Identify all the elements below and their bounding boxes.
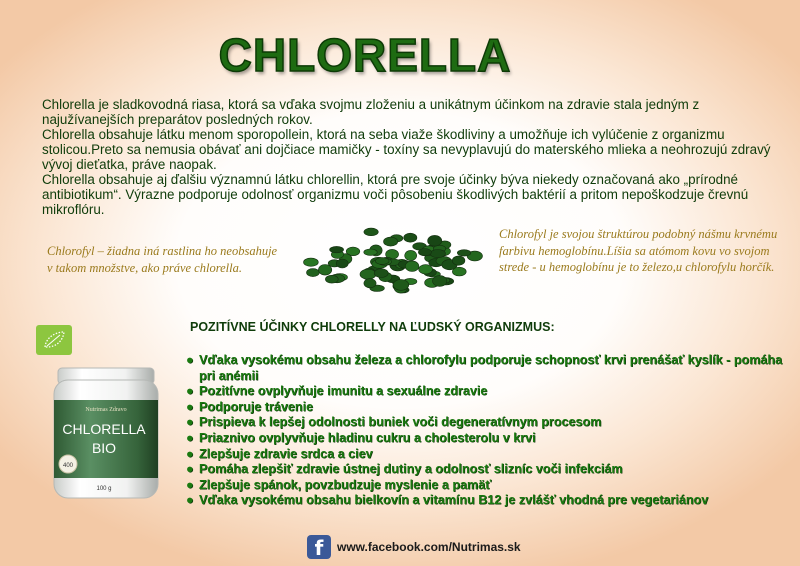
list-item: ● Zlepšuje spánok, povzbudzuje myslenie a pamäť	[186, 477, 492, 492]
intro-text	[42, 97, 772, 217]
tablet	[405, 250, 417, 260]
tablet	[452, 256, 465, 265]
list-item: ● Podporuje trávenie	[186, 399, 314, 414]
intro-paragraph-2: Chlorella obsahuje látku menom sporopollein, ktorá na seba viaže škodliviny a umožňuje ich vylúčenie z organizmu stolicou.Preto sa nemusia obávať ani dojčiace mamičky - toxíny sa nevyplavujú do materského mlieka a neohrozujú zdravý vývoj dieťatka, práve naopak.	[42, 127, 771, 172]
list-item: ● Priaznivo ovplyvňuje hladinu cukru a cholesterolu v krvi	[186, 430, 536, 445]
tablet	[428, 235, 442, 246]
facebook-icon[interactable]: f	[307, 535, 331, 559]
tablet	[336, 259, 348, 268]
tablet	[304, 258, 319, 266]
tablet	[360, 269, 376, 279]
chlorophyll-quote-left: Chlorofyl – žiadna iná rastlina ho neobsahuje v takom množstve, ako práve chlorella.	[47, 244, 278, 275]
tablet	[325, 275, 338, 283]
list-item: ● Pozitívne ovplyvňuje imunitu a sexuálne zdravie	[186, 384, 488, 399]
tablet	[457, 250, 471, 256]
list-item: ● Prispieva k lepšej odolnosti buniek voči degeneratívnym procesom	[186, 415, 602, 430]
benefits-heading: POZITÍVNE ÚČINKY CHLORELLY NA ĽUDSKÝ ORGANIZMUS:	[190, 320, 555, 334]
intro-paragraph-3: Chlorella obsahuje aj ďalšiu významnú látku chlorellin, ktorá pre svoje účinky býva niekedy označovaná ako „prírodné antibiotikum“. Výrazne podporuje odolnosť organizmu voči pôsobeniu škodlivých baktérií a pritom nepoškodzuje črevnú mikroflóru.	[42, 172, 749, 217]
intro-paragraph-1: Chlorella je sladkovodná riasa, ktorá sa vďaka svojmu zloženiu a unikátnym účinkom na zdravie stala jedným z najužívanejších preparátov posledných rokov.	[42, 97, 700, 127]
jar-brand: Nutrimas Zdravo	[85, 407, 127, 413]
bullet-icon: ●	[186, 399, 194, 414]
bullet-icon: ●	[186, 446, 194, 461]
bullet-icon: ●	[186, 430, 194, 445]
list-item: ● Pomáha zlepšiť zdravie ústnej dutiny a odolnosť slizníc voči infekciám	[186, 462, 623, 477]
facebook-footer[interactable]	[307, 534, 521, 560]
tablet	[418, 249, 431, 256]
facebook-link[interactable]: www.facebook.com/Nutrimas.sk	[337, 540, 521, 554]
tablet	[452, 267, 466, 276]
bullet-icon: ●	[186, 384, 194, 399]
chlorophyll-quote-right: Chlorofyl je svojou štruktúrou podobný nášmu krvnému farbivu hemoglobínu.Líšia sa atómom kovu vo svojom strede - u hemoglobínu je to železo,u chlorofylu horčík.	[499, 227, 778, 274]
eu-organic-leaf-icon	[36, 325, 72, 355]
tablet	[419, 265, 433, 274]
list-item: ● Vďaka vysokému obsahu železa a chlorofylu podporuje schopnosť krvi prenášať kyslík - pomáha pri anémii	[186, 353, 783, 383]
benefits-list	[186, 353, 786, 509]
tablet	[405, 261, 419, 272]
jar-name-bio: BIO	[91, 440, 117, 456]
bullet-icon: ●	[186, 415, 194, 430]
page-title: CHLORELLA	[218, 29, 512, 81]
jar-weight: 100 g	[96, 486, 112, 492]
bullet-icon: ●	[186, 353, 194, 367]
tablet	[384, 237, 398, 246]
jar-name: CHLORELLA	[62, 421, 146, 437]
bullet-icon: ●	[186, 493, 194, 508]
tablet	[375, 258, 389, 265]
list-item: ● Vďaka vysokému obsahu bielkovín a vitamínu B12 je zvlášť vhodná pre vegetariánov	[186, 493, 709, 508]
tablet	[430, 250, 445, 258]
tablet	[364, 228, 378, 236]
tablet	[404, 233, 417, 242]
list-item: ● Zlepšuje zdravie srdca a ciev	[186, 446, 373, 461]
jar-count: 400	[62, 463, 74, 469]
tablet	[364, 249, 377, 255]
tablet	[433, 276, 447, 287]
tablet	[364, 279, 376, 288]
tablet	[374, 269, 388, 278]
tablet	[318, 265, 331, 276]
tablet	[393, 280, 409, 291]
chlorella-tablets-image	[298, 220, 488, 300]
bullet-icon: ●	[186, 477, 194, 492]
tablet	[307, 269, 320, 277]
bullet-icon: ●	[186, 462, 194, 477]
tablet	[330, 246, 344, 252]
